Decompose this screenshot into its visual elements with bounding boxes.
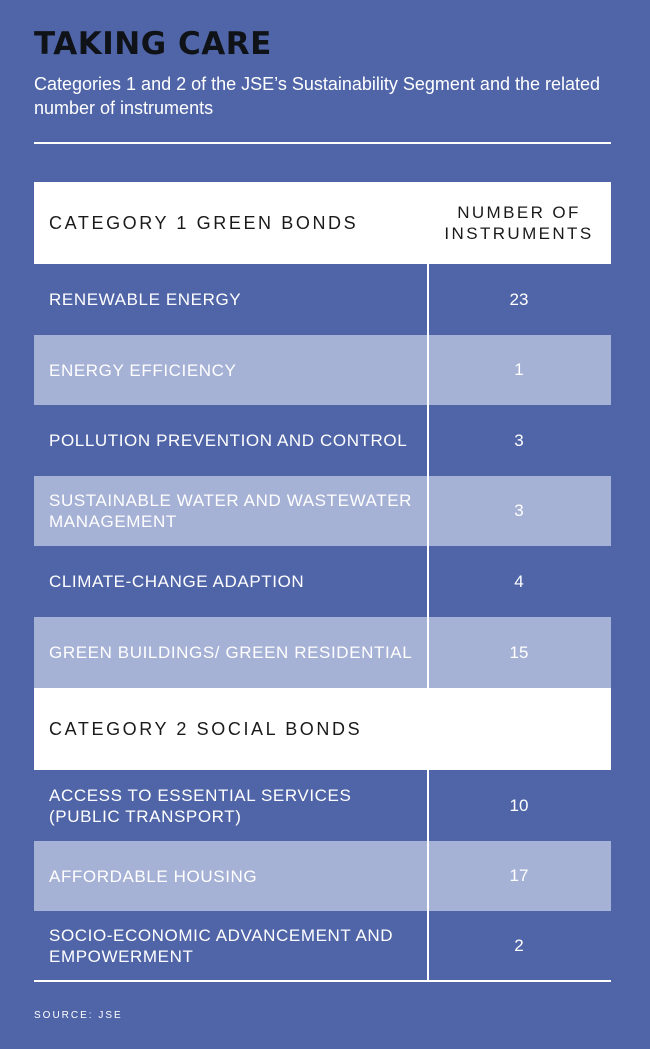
row-label: RENEWABLE ENERGY: [49, 290, 242, 309]
column-divider: [427, 546, 429, 617]
table-row: [34, 617, 611, 688]
table-row: [34, 264, 611, 335]
bottom-divider: [34, 980, 611, 982]
row-label: AFFORDABLE HOUSING: [49, 866, 258, 886]
table-row: [34, 841, 611, 911]
column-divider: [427, 405, 429, 476]
row-value: 4: [514, 571, 524, 591]
category2-header: CATEGORY 2 SOCIAL BONDS: [49, 718, 363, 739]
row-value: 1: [514, 360, 524, 379]
table-row: [34, 335, 611, 405]
table-row: [34, 911, 611, 981]
column-divider: [427, 617, 429, 688]
column-divider: [427, 911, 429, 981]
table-row: [34, 770, 611, 841]
column-divider: [427, 264, 429, 335]
table-row: [34, 405, 611, 476]
column-divider: [427, 476, 429, 546]
row-value: 3: [514, 501, 524, 520]
category1-header: CATEGORY 1 GREEN BONDS: [49, 212, 359, 233]
row-label: CLIMATE-CHANGE ADAPTION: [49, 572, 305, 591]
row-value: 17: [509, 866, 529, 885]
row-label: SOCIO-ECONOMIC ADVANCEMENT AND EMPOWERMENT: [49, 926, 394, 966]
top-divider: [34, 142, 611, 144]
page-title: TAKING CARE: [34, 26, 272, 62]
row-label: ENERGY EFFICIENCY: [49, 360, 237, 380]
row-label: SUSTAINABLE WATER AND WASTEWATER MANAGEMENT: [49, 491, 413, 531]
row-label: ACCESS TO ESSENTIAL SERVICES (PUBLIC TRANSPORT): [49, 785, 352, 826]
row-value: 15: [509, 642, 529, 662]
column-divider: [427, 335, 429, 405]
count-header: NUMBER OF INSTRUMENTS: [444, 203, 594, 243]
row-value: 10: [509, 795, 529, 815]
table-row: [34, 476, 611, 546]
row-value: 2: [514, 936, 524, 955]
instruments-table: [34, 182, 611, 981]
category1-header-row: [34, 182, 611, 264]
column-divider: [427, 841, 429, 911]
row-label: POLLUTION PREVENTION AND CONTROL: [49, 430, 408, 450]
row-value: 3: [514, 430, 524, 450]
row-value: 23: [509, 289, 529, 309]
row-label: GREEN BUILDINGS/ GREEN RESIDENTIAL: [49, 643, 413, 662]
category2-header-row: [34, 688, 611, 770]
page-subtitle: Categories 1 and 2 of the JSE’s Sustainability Segment and the related number of instruments: [34, 74, 601, 118]
column-divider: [427, 770, 429, 841]
source-note: SOURCE: JSE: [34, 1010, 123, 1021]
table-row: [34, 546, 611, 617]
